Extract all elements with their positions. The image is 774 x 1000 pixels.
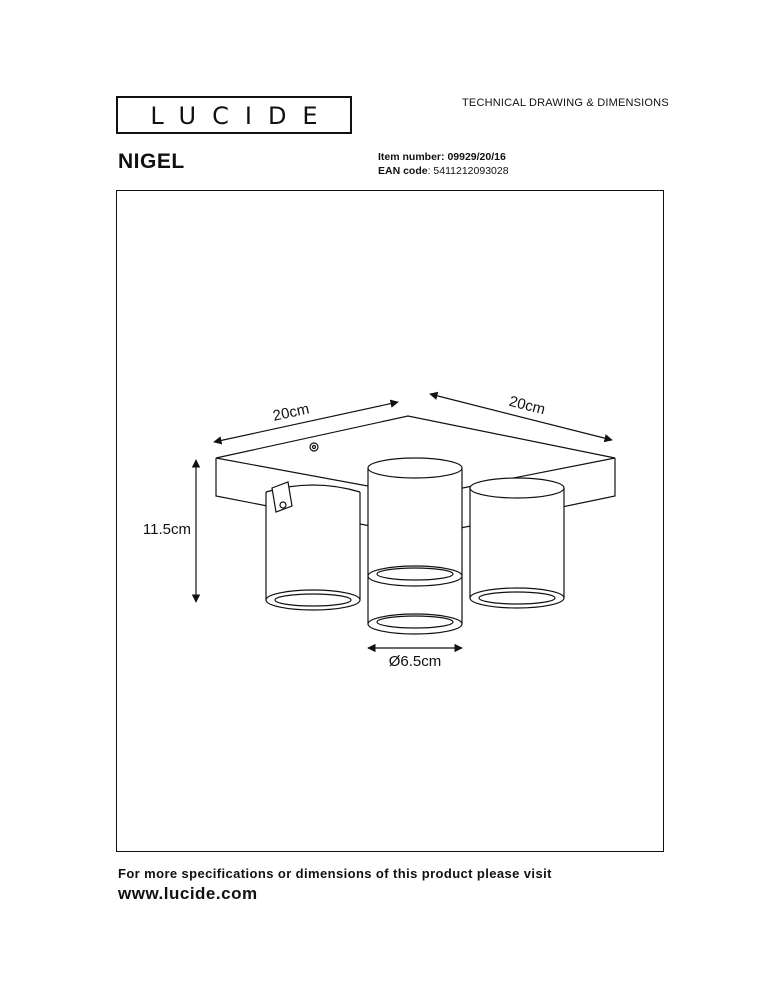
brand-logo-text: LUCIDE: [150, 102, 334, 130]
spot-left: [266, 482, 360, 610]
spot-front: [368, 458, 462, 634]
footer-url[interactable]: www.lucide.com: [118, 884, 258, 903]
dim-label-diameter: Ø6.5cm: [388, 653, 442, 670]
dim-label-height: 11.5cm: [142, 521, 191, 538]
ean-label: EAN code: [378, 165, 428, 177]
item-number-label: Item number:: [378, 151, 445, 163]
dim-label-width-left: 20cm: [271, 400, 311, 425]
ean-value: : 5411212093028: [427, 165, 509, 177]
dim-label-width-right: 20cm: [507, 392, 547, 419]
item-number-value: 09929/20/16: [447, 151, 506, 163]
document-type: TECHNICAL DRAWING & DIMENSIONS: [462, 97, 669, 109]
product-name: NIGEL: [118, 150, 185, 173]
footer-note: For more specifications or dimensions of this product please visit: [118, 866, 552, 881]
